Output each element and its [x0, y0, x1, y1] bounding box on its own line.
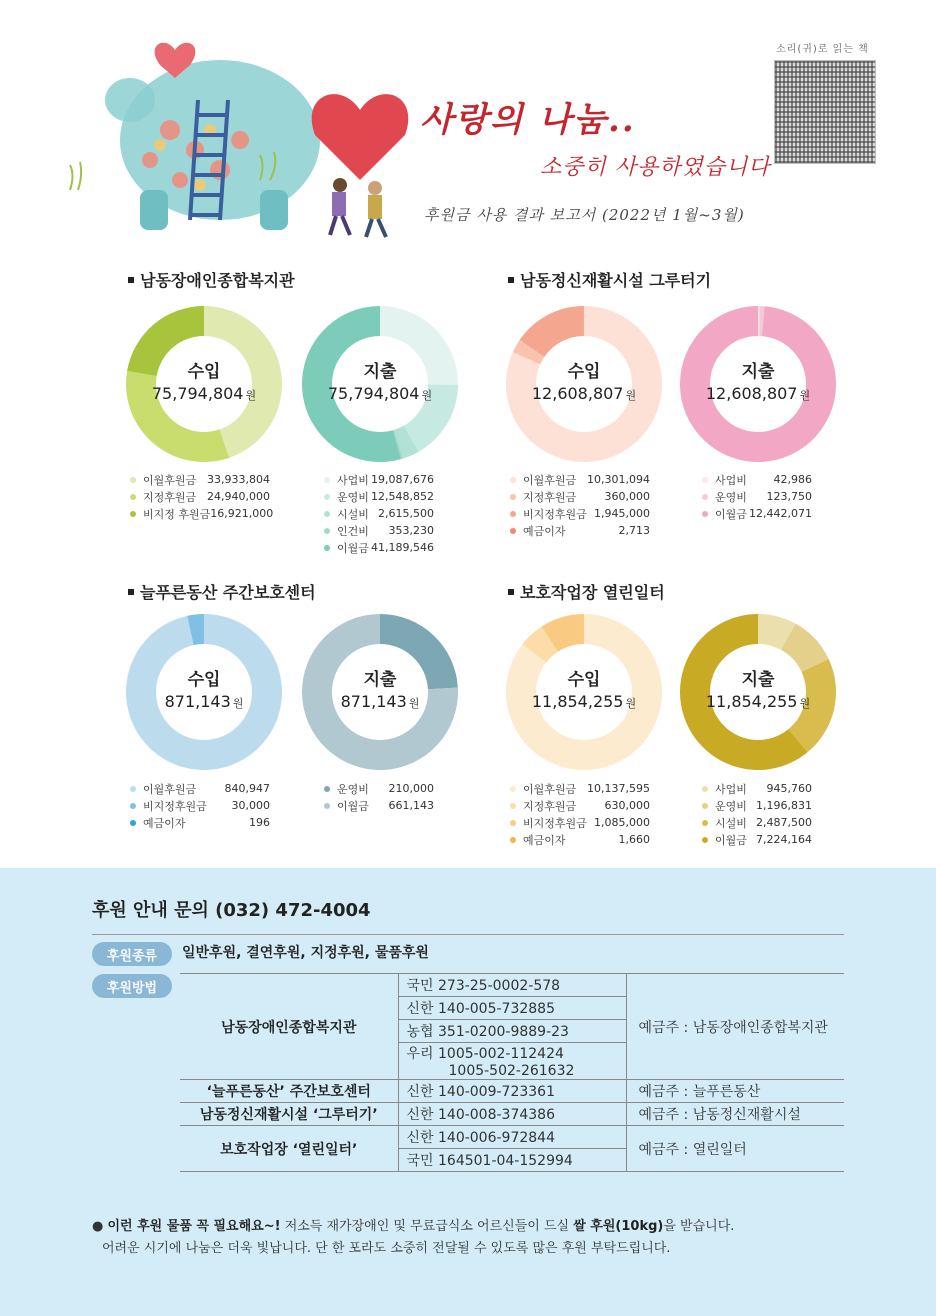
account-number-cell	[398, 1043, 626, 1080]
section-title-text: 늘푸른동산 주간보호센터	[140, 583, 316, 602]
chart-total-value: 75,794,804	[151, 384, 244, 403]
legend-value: 24,940,000	[207, 490, 270, 503]
account-org: 남동정신재활시설 ‘그루터기’	[180, 1103, 398, 1126]
legend-value: 2,713	[618, 524, 650, 537]
chart-total-value: 871,143	[164, 692, 231, 711]
note-strong: 쌀 후원(10kg)	[573, 1219, 664, 1234]
legend-label: 예금이자	[523, 524, 566, 538]
expense-donut-chart	[680, 306, 836, 462]
legend-value: 16,921,000	[210, 507, 274, 520]
expense-donut-chart	[680, 614, 836, 770]
legend-item	[130, 505, 274, 522]
account-number-cell	[398, 1103, 626, 1126]
account-number[interactable]: 신한 140-005-732885	[406, 1001, 555, 1017]
legend-item	[510, 505, 650, 522]
account-row	[180, 1103, 844, 1126]
legend-dot-icon	[702, 837, 708, 843]
chart-total	[706, 691, 810, 715]
chart-total-unit: 원	[245, 389, 257, 402]
chart-total-unit: 원	[232, 697, 244, 710]
chart-total	[532, 383, 636, 407]
account-number[interactable]: 국민 273-25-0002-578	[406, 978, 561, 994]
legend-label: 운영비	[715, 799, 747, 813]
chart-legend	[702, 780, 812, 848]
legend-label: 비지정후원금	[523, 507, 587, 521]
legend-dot-icon	[324, 786, 330, 792]
chart-legend	[702, 471, 812, 522]
chart-total-value: 11,854,255	[531, 692, 624, 711]
account-holder: 예금주 : 열린일터	[626, 1126, 844, 1172]
donation-types-text: 일반후원, 결연후원, 지정후원, 물품후원	[182, 945, 429, 961]
chart-total-unit: 원	[625, 389, 637, 402]
legend-label: 이월금	[715, 507, 747, 521]
piggy-bank-illustration	[60, 20, 480, 270]
donation-types-label: 후원종류	[92, 942, 172, 966]
legend-value: 30,000	[231, 799, 270, 812]
legend-item	[510, 488, 650, 505]
legend-value: 41,189,546	[371, 541, 434, 554]
legend-dot-icon	[324, 511, 330, 517]
donut-center-label	[506, 614, 662, 770]
legend-dot-icon	[510, 528, 516, 534]
square-bullet-icon	[128, 589, 134, 595]
donut-center-label	[680, 306, 836, 462]
chart-total-unit: 원	[799, 697, 811, 710]
chart-total-unit: 원	[799, 389, 811, 402]
donut-center-label	[126, 614, 282, 770]
legend-label: 지정후원금	[523, 490, 577, 504]
donut-center-label	[302, 306, 458, 462]
chart-kind: 지출	[741, 362, 775, 382]
account-number[interactable]: 국민 164501-04-152994	[406, 1153, 573, 1169]
note-lead: 이런 후원 물품 꼭 필요해요~!	[107, 1219, 281, 1234]
account-number-cell	[398, 997, 626, 1020]
account-number-cell	[398, 1080, 626, 1103]
legend-value: 123,750	[766, 490, 812, 503]
legend-dot-icon	[324, 545, 330, 551]
legend-dot-icon	[510, 820, 516, 826]
legend-dot-icon	[130, 820, 136, 826]
account-number[interactable]: 우리 1005-002-112424	[406, 1046, 564, 1062]
legend-value: 33,933,804	[207, 473, 270, 486]
chart-kind: 지출	[741, 670, 775, 690]
section-title	[508, 268, 711, 291]
legend-value: 353,230	[388, 524, 434, 537]
chart-total-unit: 원	[625, 697, 637, 710]
legend-dot-icon	[130, 803, 136, 809]
bullet-icon: ●	[92, 1219, 108, 1234]
legend-item	[324, 505, 434, 522]
account-number-cell	[398, 974, 626, 997]
legend-item	[324, 539, 434, 556]
legend-item	[702, 488, 812, 505]
legend-label: 비지정후원금	[143, 799, 207, 813]
legend-label: 운영비	[715, 490, 747, 504]
chart-total	[706, 383, 810, 407]
legend-value: 360,000	[604, 490, 650, 503]
legend-dot-icon	[324, 494, 330, 500]
account-holder: 예금주 : 남동정신재활시설	[626, 1103, 844, 1126]
account-row	[180, 974, 844, 997]
legend-value: 196	[249, 816, 270, 829]
contact-heading: 후원 안내 문의 (032) 472-4004	[92, 900, 371, 921]
account-org: 남동장애인종합복지관	[180, 974, 398, 1080]
legend-value: 1,196,831	[756, 799, 812, 812]
legend-value: 2,615,500	[378, 507, 434, 520]
legend-label: 인건비	[337, 524, 369, 538]
legend-item	[510, 522, 650, 539]
chart-total-unit: 원	[408, 697, 420, 710]
section-title-text: 보호작업장 열린일터	[520, 583, 665, 602]
chart-total-value: 11,854,255	[705, 692, 798, 711]
account-number-cell	[398, 1149, 626, 1172]
legend-item	[324, 488, 434, 505]
legend-value: 1,660	[618, 833, 650, 846]
legend-item	[702, 814, 812, 831]
page-subtitle: 소중히 사용하였습니다	[540, 155, 771, 180]
legend-value: 12,548,852	[371, 490, 434, 503]
account-holder: 예금주 : 늘푸른동산	[626, 1080, 844, 1103]
account-number[interactable]: 신한 140-006-972844	[406, 1130, 555, 1146]
legend-item	[702, 505, 812, 522]
legend-value: 42,986	[773, 473, 812, 486]
income-donut-chart	[126, 614, 282, 770]
chart-total	[328, 383, 432, 407]
chart-legend	[130, 471, 274, 522]
legend-dot-icon	[510, 477, 516, 483]
legend-label: 이월후원금	[523, 473, 577, 487]
note-mid: 저소득 재가장애인 및 무료급식소 어르신들이 드실	[280, 1219, 574, 1234]
square-bullet-icon	[508, 277, 514, 283]
legend-item	[130, 471, 270, 488]
income-donut-chart	[506, 306, 662, 462]
legend-label: 시설비	[715, 816, 747, 830]
account-number-cell	[398, 1020, 626, 1043]
account-number-cell	[398, 1126, 626, 1149]
legend-label: 예금이자	[143, 816, 186, 830]
chart-legend	[324, 471, 434, 556]
legend-item	[702, 831, 812, 848]
chart-kind: 수입	[567, 670, 601, 690]
legend-item	[510, 471, 650, 488]
chart-legend	[130, 780, 270, 831]
legend-dot-icon	[510, 786, 516, 792]
account-row	[180, 1126, 844, 1149]
legend-value: 7,224,164	[756, 833, 812, 846]
income-donut-chart	[506, 614, 662, 770]
legend-item	[510, 780, 650, 797]
legend-item	[510, 814, 650, 831]
chart-total	[532, 691, 636, 715]
legend-dot-icon	[324, 528, 330, 534]
legend-value: 945,760	[766, 782, 812, 795]
section-title	[508, 580, 665, 603]
square-bullet-icon	[128, 277, 134, 283]
legend-item	[324, 522, 434, 539]
legend-dot-icon	[510, 837, 516, 843]
qr-caption: 소리(귀)로 읽는 책	[776, 44, 869, 55]
donation-note	[92, 1216, 852, 1260]
chart-total	[165, 691, 244, 715]
legend-dot-icon	[702, 494, 708, 500]
legend-item	[130, 797, 270, 814]
legend-value: 10,137,595	[587, 782, 650, 795]
chart-total-value: 12,608,807	[531, 384, 624, 403]
legend-item	[702, 797, 812, 814]
legend-value: 19,087,676	[371, 473, 434, 486]
income-donut-chart	[126, 306, 282, 462]
legend-label: 시설비	[337, 507, 369, 521]
account-org: 보호작업장 ‘열린일터’	[180, 1126, 398, 1172]
report-period: 후원금 사용 결과 보고서 (2022년 1월~3월)	[424, 206, 745, 224]
chart-total-value: 75,794,804	[327, 384, 420, 403]
section-title-text: 남동정신재활시설 그루터기	[520, 271, 712, 290]
chart-total	[341, 691, 420, 715]
legend-dot-icon	[702, 803, 708, 809]
divider	[92, 934, 844, 935]
account-number-extra[interactable]: 1005-502-261632	[448, 1063, 575, 1079]
legend-dot-icon	[510, 494, 516, 500]
donation-methods-label: 후원방법	[92, 974, 172, 998]
legend-value: 1,085,000	[594, 816, 650, 829]
legend-value: 840,947	[224, 782, 270, 795]
chart-kind: 수입	[187, 670, 221, 690]
chart-kind: 수입	[187, 362, 221, 382]
legend-dot-icon	[702, 511, 708, 517]
legend-item	[130, 780, 270, 797]
legend-label: 비지정후원금	[523, 816, 587, 830]
legend-label: 사업비	[715, 782, 747, 796]
account-table	[180, 973, 844, 1172]
chart-total-value: 871,143	[340, 692, 407, 711]
header	[0, 0, 936, 255]
page-title: 사랑의 나눔..	[420, 100, 636, 140]
legend-item	[130, 814, 270, 831]
legend-dot-icon	[324, 477, 330, 483]
legend-item	[324, 471, 434, 488]
legend-label: 사업비	[337, 473, 369, 487]
legend-value: 1,945,000	[594, 507, 650, 520]
legend-label: 이월금	[715, 833, 747, 847]
legend-item	[510, 797, 650, 814]
legend-value: 210,000	[388, 782, 434, 795]
chart-total	[152, 383, 256, 407]
legend-item	[324, 780, 434, 797]
legend-label: 이월금	[337, 799, 369, 813]
account-number[interactable]: 신한 140-009-723361	[406, 1084, 555, 1100]
legend-dot-icon	[510, 803, 516, 809]
square-bullet-icon	[508, 589, 514, 595]
legend-dot-icon	[130, 511, 136, 517]
legend-label: 운영비	[337, 490, 369, 504]
chart-kind: 지출	[363, 362, 397, 382]
account-row	[180, 1080, 844, 1103]
legend-label: 이월후원금	[143, 782, 197, 796]
account-holder: 예금주 : 남동장애인종합복지관	[626, 974, 844, 1080]
legend-value: 2,487,500	[756, 816, 812, 829]
legend-label: 이월금	[337, 541, 369, 555]
legend-item	[702, 780, 812, 797]
legend-item	[510, 831, 650, 848]
account-org: ‘늘푸른동산’ 주간보호센터	[180, 1080, 398, 1103]
chart-legend	[324, 780, 434, 814]
legend-label: 사업비	[715, 473, 747, 487]
section-title	[128, 268, 295, 291]
account-number[interactable]: 신한 140-008-374386	[406, 1107, 555, 1123]
legend-dot-icon	[324, 803, 330, 809]
qr-code-icon[interactable]	[774, 60, 876, 164]
note-end: 을 받습니다.	[663, 1219, 735, 1234]
legend-item	[324, 797, 434, 814]
legend-label: 운영비	[337, 782, 369, 796]
legend-value: 661,143	[388, 799, 434, 812]
donut-center-label	[126, 306, 282, 462]
account-number[interactable]: 농협 351-0200-9889-23	[406, 1024, 569, 1040]
chart-kind: 수입	[567, 362, 601, 382]
donut-center-label	[680, 614, 836, 770]
legend-item	[702, 471, 812, 488]
donut-center-label	[506, 306, 662, 462]
legend-dot-icon	[130, 494, 136, 500]
chart-legend	[510, 780, 650, 848]
legend-dot-icon	[130, 786, 136, 792]
legend-label: 예금이자	[523, 833, 566, 847]
chart-total-value: 12,608,807	[705, 384, 798, 403]
legend-label: 지정후원금	[143, 490, 197, 504]
section-title-text: 남동장애인종합복지관	[140, 271, 295, 290]
legend-item	[130, 488, 270, 505]
note-line-2: 어려운 시기에 나눔은 더욱 빛납니다. 단 한 포라도 소중히 전달될 수 있도록 많은 후원 부탁드립니다.	[102, 1241, 671, 1256]
section-title	[128, 580, 316, 603]
legend-value: 630,000	[604, 799, 650, 812]
donut-center-label	[302, 614, 458, 770]
legend-dot-icon	[130, 477, 136, 483]
legend-dot-icon	[702, 786, 708, 792]
legend-dot-icon	[702, 477, 708, 483]
legend-label: 지정후원금	[523, 799, 577, 813]
legend-label: 비지정 후원금	[143, 507, 211, 521]
expense-donut-chart	[302, 306, 458, 462]
legend-label: 이월후원금	[143, 473, 197, 487]
chart-kind: 지출	[363, 670, 397, 690]
legend-dot-icon	[702, 820, 708, 826]
legend-value: 12,442,071	[749, 507, 812, 520]
legend-dot-icon	[510, 511, 516, 517]
chart-legend	[510, 471, 650, 539]
legend-value: 10,301,094	[587, 473, 650, 486]
expense-donut-chart	[302, 614, 458, 770]
legend-label: 이월후원금	[523, 782, 577, 796]
chart-total-unit: 원	[421, 389, 433, 402]
donation-info-panel	[0, 868, 936, 1316]
